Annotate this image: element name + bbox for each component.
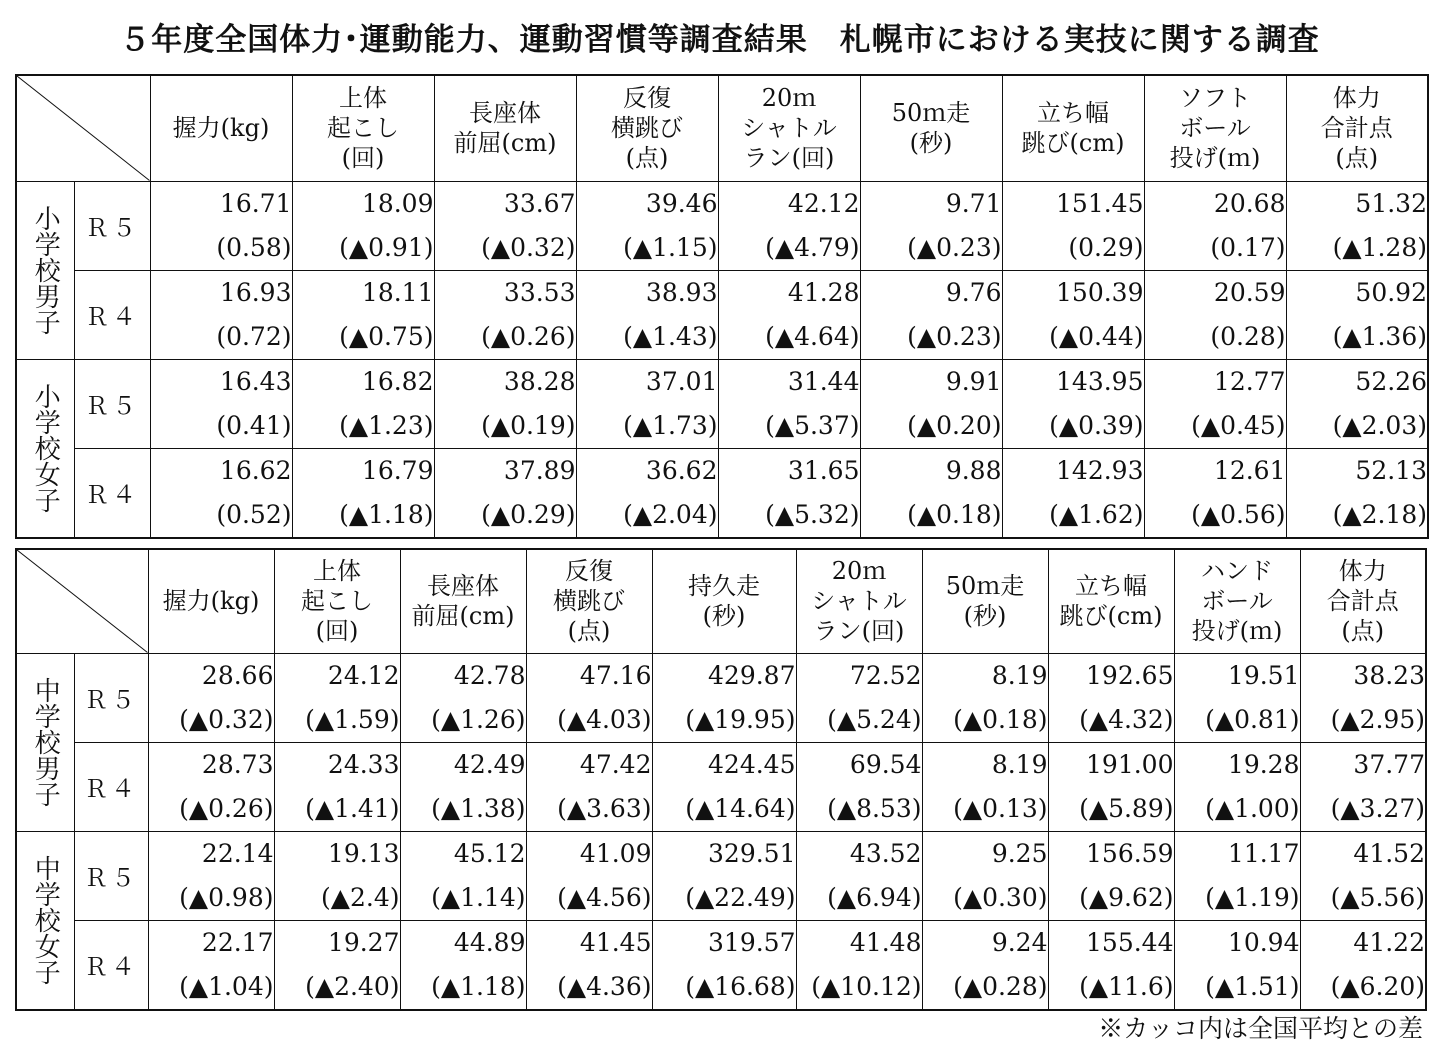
cell-value: 38.28 [503, 366, 576, 396]
cell-value: 41.22 [1353, 927, 1425, 957]
cell-value: 424.45 [708, 749, 796, 779]
cell-value: 50.92 [1355, 277, 1427, 307]
national-diff: (▲0.19) [481, 410, 576, 440]
national-diff: (▲5.32) [765, 499, 860, 529]
data-cell [860, 181, 1002, 270]
data-cell [1286, 359, 1428, 448]
cell-value: 142.93 [1056, 455, 1144, 485]
year-label: Ｒ５ [74, 181, 150, 270]
national-diff: (▲0.18) [907, 499, 1002, 529]
national-diff: (▲2.4) [321, 882, 400, 912]
data-cell [922, 831, 1048, 920]
national-diff: (▲2.04) [623, 499, 718, 529]
data-cell [796, 831, 922, 920]
national-diff: (▲6.20) [1330, 971, 1425, 1001]
national-diff: (▲4.03) [557, 704, 652, 734]
national-diff: (▲6.94) [827, 882, 922, 912]
data-cell [922, 920, 1048, 1010]
column-header: 体力 合計点 (点) [1286, 75, 1428, 181]
data-cell [526, 831, 652, 920]
cell-value: 33.67 [503, 188, 576, 218]
national-diff: (▲0.44) [1049, 321, 1144, 351]
cell-value: 16.62 [219, 455, 292, 485]
cell-value: 329.51 [708, 838, 796, 868]
data-cell [148, 831, 274, 920]
data-cell [400, 831, 526, 920]
cell-value: 143.95 [1056, 366, 1144, 396]
table-row [16, 831, 1426, 920]
national-diff: (▲4.36) [557, 971, 652, 1001]
data-cell [148, 742, 274, 831]
column-header: 20ｍ シャトル ラン(回) [796, 549, 922, 653]
cell-value: 52.26 [1355, 366, 1427, 396]
cell-value: 39.46 [645, 188, 718, 218]
data-cell [1144, 270, 1286, 359]
data-cell [1286, 270, 1428, 359]
national-diff: (▲11.6) [1079, 971, 1174, 1001]
cell-value: 41.45 [579, 927, 652, 957]
data-cell [718, 359, 860, 448]
national-diff: (▲16.68) [685, 971, 796, 1001]
data-cell [1048, 920, 1174, 1010]
national-diff: (▲2.03) [1332, 410, 1427, 440]
national-diff: (0.72) [216, 321, 292, 351]
data-cell [434, 448, 576, 538]
cell-value: 8.19 [991, 660, 1048, 690]
cell-value: 16.71 [219, 188, 292, 218]
cell-value: 9.76 [945, 277, 1002, 307]
cell-value: 33.53 [503, 277, 576, 307]
national-diff: (▲3.27) [1330, 793, 1425, 823]
column-header: 50ｍ走 (秒) [860, 75, 1002, 181]
cell-value: 19.13 [327, 838, 400, 868]
data-cell [1286, 181, 1428, 270]
national-diff: (▲4.32) [1079, 704, 1174, 734]
data-cell [1300, 920, 1426, 1010]
table-row [16, 742, 1426, 831]
cell-value: 16.79 [361, 455, 434, 485]
data-cell [1300, 831, 1426, 920]
group-label: 中学校男子 [16, 653, 74, 831]
cell-value: 191.00 [1086, 749, 1174, 779]
data-cell [576, 270, 718, 359]
column-header: 20ｍ シャトル ラン(回) [718, 75, 860, 181]
cell-value: 41.28 [787, 277, 860, 307]
column-header: ソフト ボール 投げ(ｍ) [1144, 75, 1286, 181]
data-cell [1002, 359, 1144, 448]
cell-value: 28.73 [201, 749, 274, 779]
cell-value: 319.57 [708, 927, 796, 957]
cell-value: 10.94 [1227, 927, 1300, 957]
data-cell [292, 359, 434, 448]
year-label: Ｒ４ [74, 920, 148, 1010]
data-cell [400, 920, 526, 1010]
data-cell [148, 653, 274, 742]
national-diff: (▲0.28) [953, 971, 1048, 1001]
national-diff: (0.58) [216, 232, 292, 262]
national-diff: (▲5.89) [1079, 793, 1174, 823]
cell-value: 20.68 [1213, 188, 1286, 218]
national-diff: (▲0.30) [953, 882, 1048, 912]
data-cell [860, 448, 1002, 538]
national-diff: (▲0.13) [953, 793, 1048, 823]
cell-value: 19.28 [1227, 749, 1300, 779]
cell-value: 44.89 [453, 927, 526, 957]
cell-value: 43.52 [849, 838, 922, 868]
national-diff: (▲4.79) [765, 232, 860, 262]
year-label: Ｒ５ [74, 653, 148, 742]
data-cell [1048, 653, 1174, 742]
data-cell [434, 181, 576, 270]
data-cell [1174, 920, 1300, 1010]
cell-value: 192.65 [1086, 660, 1174, 690]
data-cell [796, 742, 922, 831]
cell-value: 9.24 [991, 927, 1048, 957]
cell-value: 31.44 [787, 366, 860, 396]
data-cell [796, 920, 922, 1010]
data-cell [1144, 448, 1286, 538]
cell-value: 155.44 [1086, 927, 1174, 957]
national-diff: (▲1.00) [1205, 793, 1300, 823]
data-cell [148, 920, 274, 1010]
year-label: Ｒ５ [74, 359, 150, 448]
column-header: 立ち幅 跳び(cm) [1002, 75, 1144, 181]
table-row [16, 181, 1428, 270]
national-diff: (▲2.95) [1330, 704, 1425, 734]
data-cell [434, 270, 576, 359]
column-header: 反復 横跳び (点) [526, 549, 652, 653]
data-cell [576, 359, 718, 448]
national-diff: (▲0.39) [1049, 410, 1144, 440]
national-diff: (▲1.51) [1205, 971, 1300, 1001]
national-diff: (▲0.75) [339, 321, 434, 351]
column-header: 立ち幅 跳び(cm) [1048, 549, 1174, 653]
group-label: 小学校男子 [16, 181, 74, 359]
cell-value: 9.25 [991, 838, 1048, 868]
data-cell [652, 742, 796, 831]
cell-value: 151.45 [1056, 188, 1144, 218]
data-cell [860, 270, 1002, 359]
data-cell [1048, 831, 1174, 920]
year-label: Ｒ４ [74, 448, 150, 538]
national-diff: (▲2.40) [305, 971, 400, 1001]
national-diff: (▲0.56) [1191, 499, 1286, 529]
data-cell [718, 270, 860, 359]
data-cell [1048, 742, 1174, 831]
data-cell [1002, 448, 1144, 538]
cell-value: 38.23 [1353, 660, 1425, 690]
cell-value: 19.51 [1227, 660, 1300, 690]
cell-value: 16.93 [219, 277, 292, 307]
cell-value: 42.78 [453, 660, 526, 690]
national-diff: (▲1.14) [431, 882, 526, 912]
national-diff: (▲14.64) [685, 793, 796, 823]
national-diff: (▲22.49) [685, 882, 796, 912]
cell-value: 52.13 [1355, 455, 1427, 485]
data-cell [1144, 359, 1286, 448]
cell-value: 45.12 [453, 838, 526, 868]
data-cell [400, 653, 526, 742]
national-diff: (▲1.26) [431, 704, 526, 734]
national-diff: (▲0.32) [481, 232, 576, 262]
national-diff: (▲5.37) [765, 410, 860, 440]
column-header: ハンド ボール 投げ(ｍ) [1174, 549, 1300, 653]
data-cell [274, 920, 400, 1010]
national-diff: (▲0.98) [179, 882, 274, 912]
cell-value: 47.16 [579, 660, 652, 690]
column-header: 持久走 (秒) [652, 549, 796, 653]
table-row [16, 653, 1426, 742]
cell-value: 41.48 [849, 927, 922, 957]
national-diff: (0.28) [1210, 321, 1286, 351]
national-diff: (▲1.41) [305, 793, 400, 823]
national-diff: (0.17) [1210, 232, 1286, 262]
data-cell [274, 742, 400, 831]
data-cell [652, 831, 796, 920]
cell-value: 37.89 [503, 455, 576, 485]
group-label: 小学校女子 [16, 359, 74, 538]
corner-cell [16, 75, 150, 181]
data-cell [526, 742, 652, 831]
data-cell [526, 920, 652, 1010]
cell-value: 31.65 [787, 455, 860, 485]
data-cell [1300, 653, 1426, 742]
data-cell [526, 653, 652, 742]
data-cell [274, 653, 400, 742]
footnote: ※カッコ内は全国平均との差 [1098, 1014, 1423, 1043]
national-diff: (▲0.26) [481, 321, 576, 351]
column-header: 50ｍ走 (秒) [922, 549, 1048, 653]
page-title: ５年度全国体力･運動能力、運動習慣等調査結果 札幌市における実技に関する調査 [119, 22, 1320, 58]
cell-value: 150.39 [1056, 277, 1144, 307]
cell-value: 19.27 [327, 927, 400, 957]
cell-value: 18.09 [361, 188, 434, 218]
national-diff: (▲0.23) [907, 232, 1002, 262]
national-diff: (▲0.20) [907, 410, 1002, 440]
data-cell [1174, 831, 1300, 920]
data-cell [922, 742, 1048, 831]
cell-value: 9.71 [945, 188, 1002, 218]
cell-value: 47.42 [579, 749, 652, 779]
data-cell [576, 181, 718, 270]
cell-value: 429.87 [708, 660, 796, 690]
cell-value: 11.17 [1227, 838, 1300, 868]
cell-value: 51.32 [1355, 188, 1427, 218]
national-diff: (▲0.18) [953, 704, 1048, 734]
national-diff: (▲1.36) [1332, 321, 1427, 351]
data-cell [860, 359, 1002, 448]
cell-value: 41.09 [579, 838, 652, 868]
national-diff: (▲5.56) [1330, 882, 1425, 912]
national-diff: (▲0.45) [1191, 410, 1286, 440]
column-header: 長座体 前屈(cm) [434, 75, 576, 181]
cell-value: 28.66 [201, 660, 274, 690]
national-diff: (▲1.15) [623, 232, 718, 262]
national-diff: (0.29) [1068, 232, 1144, 262]
national-diff: (▲19.95) [685, 704, 796, 734]
data-cell [1144, 181, 1286, 270]
cell-value: 16.82 [361, 366, 434, 396]
column-header: 反復 横跳び (点) [576, 75, 718, 181]
data-cell [274, 831, 400, 920]
data-cell [1002, 181, 1144, 270]
national-diff: (▲2.18) [1332, 499, 1427, 529]
national-diff: (▲0.91) [339, 232, 434, 262]
data-cell [150, 359, 292, 448]
national-diff: (▲0.81) [1205, 704, 1300, 734]
cell-value: 9.91 [945, 366, 1002, 396]
table-row [16, 359, 1428, 448]
data-cell [292, 448, 434, 538]
column-header: 握力(kg) [148, 549, 274, 653]
national-diff: (▲0.23) [907, 321, 1002, 351]
national-diff: (▲9.62) [1079, 882, 1174, 912]
column-header: 体力 合計点 (点) [1300, 549, 1426, 653]
national-diff: (▲1.04) [179, 971, 274, 1001]
national-diff: (▲1.62) [1049, 499, 1144, 529]
table-row [16, 270, 1428, 359]
national-diff: (▲0.29) [481, 499, 576, 529]
data-cell [1002, 270, 1144, 359]
cell-value: 24.12 [327, 660, 400, 690]
cell-value: 37.77 [1353, 749, 1425, 779]
cell-value: 22.14 [201, 838, 274, 868]
table-row [16, 448, 1428, 538]
data-cell [150, 448, 292, 538]
cell-value: 8.19 [991, 749, 1048, 779]
national-diff: (▲1.38) [431, 793, 526, 823]
national-diff: (0.41) [216, 410, 292, 440]
cell-value: 37.01 [645, 366, 718, 396]
national-diff: (▲1.23) [339, 410, 434, 440]
cell-value: 42.49 [453, 749, 526, 779]
data-cell [922, 653, 1048, 742]
national-diff: (▲1.59) [305, 704, 400, 734]
elementary-results-table [15, 74, 1429, 539]
cell-value: 36.62 [645, 455, 718, 485]
cell-value: 156.59 [1086, 838, 1174, 868]
year-label: Ｒ５ [74, 831, 148, 920]
cell-value: 22.17 [201, 927, 274, 957]
national-diff: (▲1.43) [623, 321, 718, 351]
cell-value: 9.88 [945, 455, 1002, 485]
cell-value: 16.43 [219, 366, 292, 396]
data-cell [400, 742, 526, 831]
column-header: 握力(kg) [150, 75, 292, 181]
cell-value: 12.61 [1213, 455, 1286, 485]
data-cell [796, 653, 922, 742]
year-label: Ｒ４ [74, 270, 150, 359]
corner-cell [16, 549, 148, 653]
national-diff: (▲0.32) [179, 704, 274, 734]
national-diff: (0.52) [216, 499, 292, 529]
cell-value: 69.54 [849, 749, 922, 779]
data-cell [434, 359, 576, 448]
junior-high-results-table [15, 548, 1427, 1011]
data-cell [718, 448, 860, 538]
national-diff: (▲5.24) [827, 704, 922, 734]
group-label: 中学校女子 [16, 831, 74, 1010]
data-cell [292, 181, 434, 270]
year-label: Ｒ４ [74, 742, 148, 831]
data-cell [1174, 653, 1300, 742]
data-cell [652, 653, 796, 742]
column-header: 上体 起こし (回) [274, 549, 400, 653]
column-header: 長座体 前屈(cm) [400, 549, 526, 653]
data-cell [1300, 742, 1426, 831]
column-header: 上体 起こし (回) [292, 75, 434, 181]
national-diff: (▲4.56) [557, 882, 652, 912]
data-cell [576, 448, 718, 538]
national-diff: (▲1.18) [431, 971, 526, 1001]
data-cell [1286, 448, 1428, 538]
data-cell [1174, 742, 1300, 831]
national-diff: (▲1.73) [623, 410, 718, 440]
table-row [16, 920, 1426, 1010]
national-diff: (▲1.18) [339, 499, 434, 529]
cell-value: 24.33 [327, 749, 400, 779]
data-cell [150, 270, 292, 359]
national-diff: (▲4.64) [765, 321, 860, 351]
data-cell [718, 181, 860, 270]
cell-value: 18.11 [361, 277, 434, 307]
data-cell [292, 270, 434, 359]
national-diff: (▲1.19) [1205, 882, 1300, 912]
cell-value: 38.93 [645, 277, 718, 307]
cell-value: 42.12 [787, 188, 860, 218]
national-diff: (▲1.28) [1332, 232, 1427, 262]
national-diff: (▲8.53) [827, 793, 922, 823]
national-diff: (▲3.63) [557, 793, 652, 823]
national-diff: (▲10.12) [811, 971, 922, 1001]
cell-value: 72.52 [849, 660, 922, 690]
national-diff: (▲0.26) [179, 793, 274, 823]
data-cell [652, 920, 796, 1010]
cell-value: 41.52 [1353, 838, 1425, 868]
cell-value: 20.59 [1213, 277, 1286, 307]
data-cell [150, 181, 292, 270]
cell-value: 12.77 [1213, 366, 1286, 396]
